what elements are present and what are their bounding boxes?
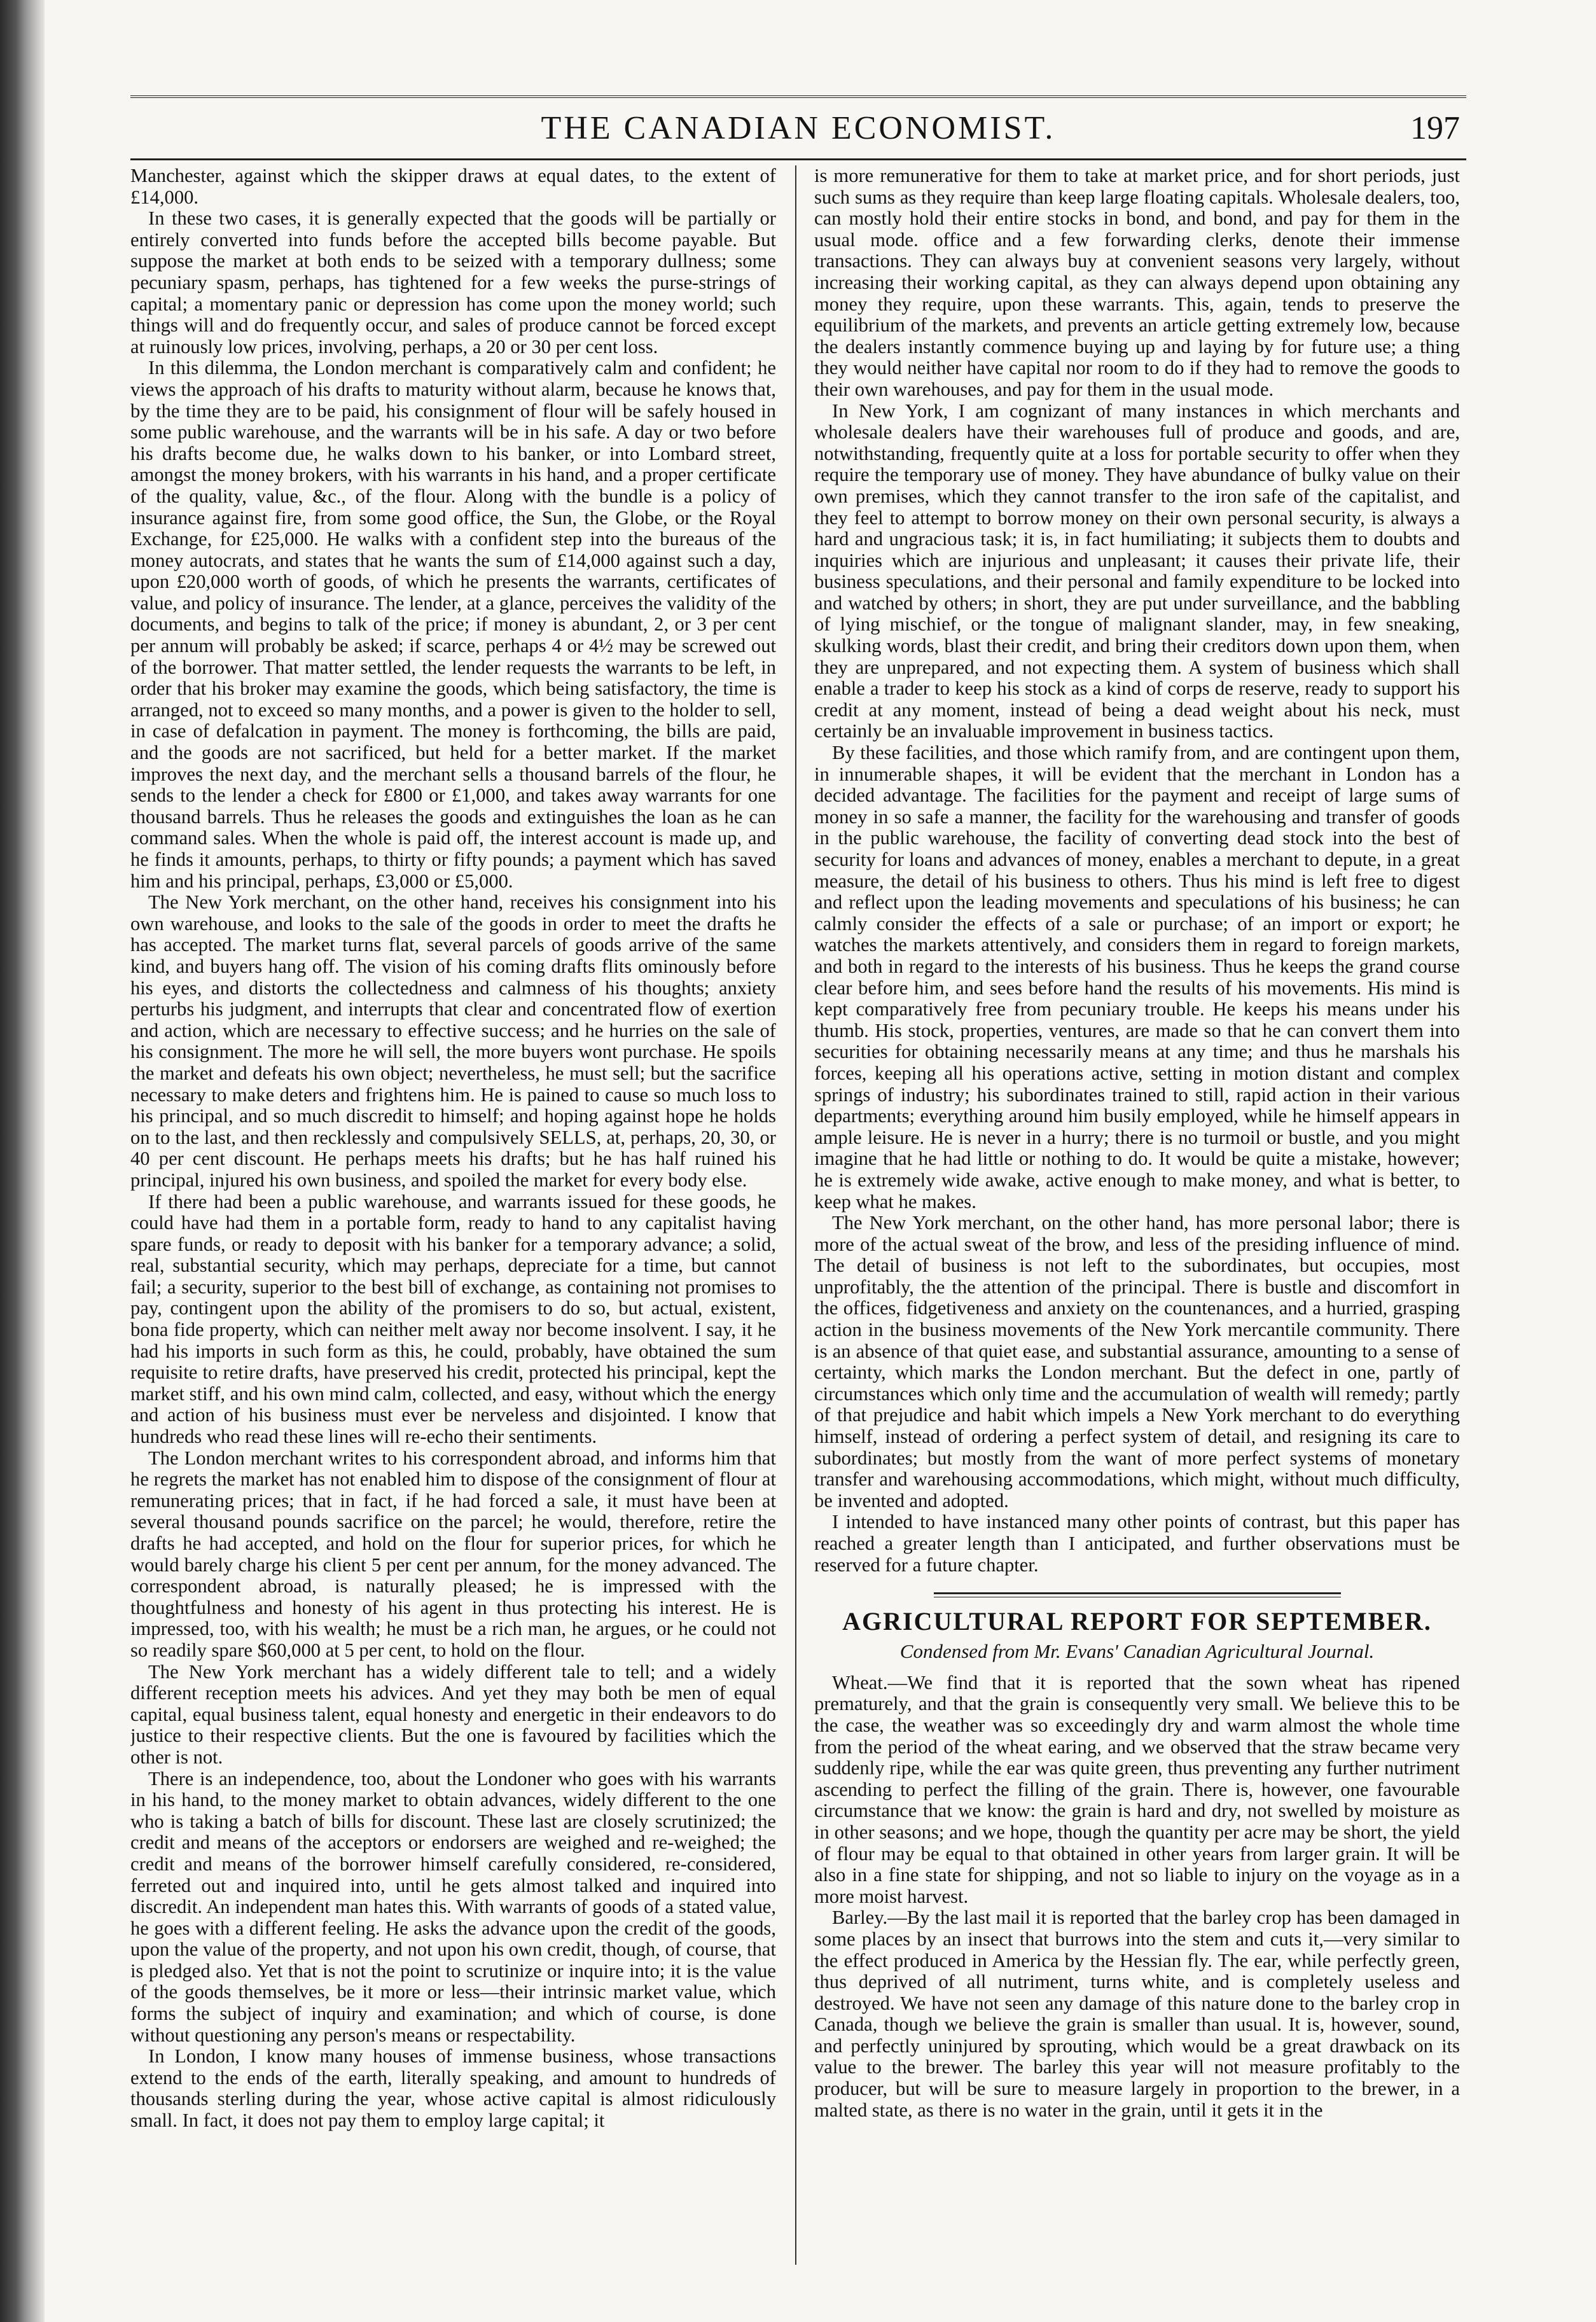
- paragraph: If there had been a public warehouse, and warrants issued for these goods, he could have had them in a portable form, ready to hand to any capitalist having spare funds, or ready to deposit with his banker for a temporary advance; a solid, real, substantial security, which may perhaps, depreciate for a time, but cannot fail; a security, superior to the best bill of exchange, as containing not promises to pay, contingent upon the ability of the promisers to do so, but actual, existent, bona fide property, which can neither melt away nor become insolvent. I say, it he had his imports in such form as this, he could, probably, have obtained the sum requisite to retire drafts, have preserved his credit, protected his principal, kept the market stiff, and his own mind calm, collected, and easy, without which the energy and action of his business must ever be nerveless and disjointed. I know that hundreds who read these lines will re-echo their sentiments.: [130, 1190, 776, 1448]
- paragraph: In these two cases, it is generally expected that the goods will be partially or entirely converted into funds before the accepted bills become payable. But suppose the market at both ends to be seized with a temporary dullness; some pecuniary spasm, perhaps, has tightened for a few weeks the purse-strings of capital; a momentary panic or depression has come upon the money world; such things will and do frequently occur, and sales of produce cannot be forced except at ruinously low prices, involving, perhaps, a 20 or 30 per cent loss.: [130, 207, 776, 358]
- left-column: [130, 165, 776, 2265]
- text-columns: [130, 165, 1466, 2265]
- paragraph: is more remunerative for them to take at market price, and for short periods, just such sums as they require than keep large floating capitals. Wholesale dealers, too, can mostly hold their entire stocks in bond, and bond, and pay for them in the usual mode. office and a few forwarding clerks, denote their immense transactions. They can always buy at convenient seasons very largely, without increasing their working capital, as they can always depend upon obtaining any money they require, upon these warrants. This, again, tends to preserve the equilibrium of the markets, and prevents an article getting extremely low, because the dealers instantly commence buying up and laying by for future use; a thing they would neither have capital nor room to do if they had to remove the goods to their own warehouses, and pay for them in the usual mode.: [814, 165, 1460, 400]
- column-divider: [795, 165, 796, 2265]
- paragraph: Manchester, against which the skipper draws at equal dates, to the extent of £14,000.: [130, 165, 776, 208]
- paragraph: In this dilemma, the London merchant is comparatively calm and confident; he views the approach of his drafts to maturity without alarm, because he knows that, by the time they are to be paid, his consignment of flour will be safely housed in some public warehouse, and the warrants will be in his safe. A day or two before his drafts become due, he walks down to his banker, or into Lombard street, amongst the money brokers, with his warrants in his hand, and a proper certificate of the quality, value, &c., of the flour. Along with the bundle is a policy of insurance against fire, from some good office, the Sun, the Globe, or the Royal Exchange, for £25,000. He walks with a confident step into the bureaus of the money autocrats, and states that he wants the sum of £14,000 against such a day, upon £20,000 worth of goods, of which he presents the warrants, certificates of value, and policy of insurance. The lender, at a glance, perceives the validity of the documents, and begins to talk of the price; if money is abundant, 2, or 3 per cent per annum will probably be asked; if scarce, perhaps 4 or 4½ may be screwed out of the borrower. That matter settled, the lender requests the warrants to be left, in order that his broker may examine the goods, which being satisfactory, the time is arranged, not to exceed so many months, and a power is given to the holder to sell, in case of defalcation in payment. The money is forthcoming, the bills are paid, and the goods are not sacrificed, but held for a better market. If the market improves the next day, and the merchant sells a thousand barrels of the flour, he sends to the lender a check for £800 or £1,000, and takes away warrants for one thousand barrels. Thus he releases the goods and extinguishes the loan as he can command sales. When the whole is paid off, the interest account is made up, and he finds it amounts, perhaps, to thirty or fifty pounds; a payment which has saved him and his principal, perhaps, £3,000 or £5,000.: [130, 357, 776, 892]
- paragraph: In New York, I am cognizant of many instances in which merchants and wholesale dealers have their warehouses full of produce and goods, and are, notwithstanding, frequently quite at a loss for portable security to offer when they require the temporary use of money. They have abundance of bulky value on their own premises, which they cannot transfer to the iron safe of the capitalist, and they feel to attempt to borrow money on their own personal security, is always a hard and ungracious task; it is, in fact humiliating; it subjects them to doubts and inquiries which are injurious and unpleasant; it causes their private life, their business speculations, and their personal and family expenditure to be locked into and watched by others; in short, they are put under surveillance, and the babbling of lying mischief, or the tongue of malignant slander, may, in few sneaking, skulking words, blast their credit, and bring their creditors down upon them, when they are unprepared, and not expecting them. A system of business which shall enable a trader to keep his stock as a kind of corps de reserve, ready to support his credit at any moment, instead of being a dead weight about his neck, must certainly be an invaluable improvement in business tactics.: [814, 400, 1460, 742]
- book-binding-edge: [0, 0, 45, 2322]
- paragraph: I intended to have instanced many other points of contrast, but this paper has reached a greater length than I anticipated, and further observations must be reserved for a future chapter.: [814, 1511, 1460, 1576]
- paragraph: Barley.—By the last mail it is reported that the barley crop has been damaged in some places by an insect that burrows into the stem and cuts it,—very similar to the effect produced in America by the Hessian fly. The ear, while perfectly green, thus deprived of all nutriment, turns white, and is completely useless and destroyed. We have not seen any damage of this nature done to the barley crop in Canada, though we believe the grain is smaller than usual. It is, however, sound, and perfectly uninjured by sprouting, which would be a great drawback on its value to the brewer. The barley this year will not measure profitably to the producer, but will be sure to measure largely in proportion to the brewer, in a malted state, as there is no water in the grain, until it gets it in the: [814, 1907, 1460, 2121]
- paragraph: Wheat.—We find that it is reported that the sown wheat has ripened prematurely, and that the grain is consequently very small. We believe this to be the case, the weather was so exceedingly dry and warm almost the whole time from the period of the wheat earing, and we observed that the straw became very suddenly ripe, while the ear was quite green, thus preventing any further nutriment ascending to perfect the filling of the grain. There is, however, one favourable circumstance that we know: the grain is hard and dry, not swelled by moisture as in other seasons; and we hope, though the quantity per acre may be short, the yield of flour may be equal to that obtained in other years from larger grain. It will be also in a fine state for shipping, and not so liable to injury on the voyage as in a more moist harvest.: [814, 1671, 1460, 1907]
- paragraph: The London merchant writes to his correspondent abroad, and informs him that he regrets the market has not enabled him to dispose of the consignment of flour at remunerating prices; that in fact, if he had forced a sale, it must have been at several thousand pounds sacrifice on the parcel; he would, therefore, retire the drafts he had accepted, and hold on the flour for superior prices, for which he would barely charge his client 5 per cent per annum, for the money advanced. The correspondent abroad, is naturally pleased; he is impressed with the thoughtfulness and honesty of his agent in thus protecting his interest. He is impressed, too, with his wealth; he must be a rich man, he argues, or he could not so readily spare $60,000 at 5 per cent, to hold on the flour.: [130, 1447, 776, 1661]
- page-number: 197: [1410, 110, 1460, 146]
- section-title: AGRICULTURAL REPORT FOR SEPTEMBER.: [842, 1607, 1432, 1636]
- paragraph: There is an independence, too, about the Londoner who goes with his warrants in his hand, to the money market to obtain advances, widely different to the one who is taking a batch of bills for discount. These last are closely scrutinized; the credit and means of the acceptors or endorsers are weighed and re-weighed; the credit and means of the borrower himself carefully considered, re-considered, ferreted out and inquired into, until he gets almost talked and inquired into discredit. An independent man hates this. With warrants of goods of a stated value, he goes with a different feeling. He asks the advance upon the credit of the goods, upon the value of the property, and not upon his own credit, though, of course, that is pledged also. Yet that is not the point to scrutinize or inquire into; it is the value of the goods themselves, be it more or less—their intrinsic market value, which forms the subject of inquiry and examination; and which of course, is done without questioning any person's means or respectability.: [130, 1767, 776, 2046]
- paragraph: The New York merchant, on the other hand, receives his consignment into his own warehouse, and looks to the sale of the goods in order to meet the drafts he has accepted. The market turns flat, several parcels of goods arrive of the same kind, and buyers hang off. The vision of his coming drafts flits ominously before his eyes, and distorts the collectedness and calmness of his thoughts; anxiety perturbs his judgment, and interrupts that clear and concentrated flow of exertion and action, which are necessary to effective success; and he hurries on the sale of his consignment. The more he will sell, the more buyers wont purchase. He spoils the market and defeats his own object; nevertheless, he must sell; but the sacrifice necessary to make deters and frightens him. He is pained to cause so much loss to his principal, and so much discredit to himself; and hoping against hope he holds on to the last, and then recklessly and compulsively SELLS, at, perhaps, 20, 30, or 40 per cent discount. He perhaps meets his drafts; but he has half ruined his principal, injured his own business, and spoiled the market for every body else.: [130, 891, 776, 1191]
- paragraph: The New York merchant has a widely different tale to tell; and a widely different reception meets his advices. And yet they may both be men of equal capital, equal business talent, equal honesty and energetic in their endeavors to do justice to their respective clients. But the one is favoured by facilities which the other is not.: [130, 1660, 776, 1768]
- running-header: [130, 95, 1466, 160]
- section-subtitle: Condensed from Mr. Evans' Canadian Agricultural Journal.: [899, 1640, 1375, 1663]
- section-divider: [934, 1592, 1341, 1597]
- paragraph: In London, I know many houses of immense business, whose transactions extend to the ends of the earth, literally speaking, and amount to hundreds of thousands sterling during the year, whose active capital is almost ridiculously small. In fact, it does not pay them to employ large capital; it: [130, 2045, 776, 2132]
- paragraph: The New York merchant, on the other hand, has more personal labor; there is more of the actual sweat of the brow, and less of the presiding influence of mind. The detail of business is not left to the subordinates, but occupies, most unprofitably, the the attention of the principal. There is bustle and discomfort in the offices, fidgetiveness and anxiety on the countenances, and a hurried, grasping action in the business movements of the New York mercantile community. There is an absence of that quiet ease, and substantial assurance, amounting to a sense of certainty, which marks the London merchant. But the defect in one, partly of circumstances which only time and the accumulation of wealth will remedy; partly of that prejudice and habit which impels a New York merchant to do everything himself, instead of ordering a perfect system of detail, and resigning its care to subordinates; but mostly from the want of more perfect systems of monetary transfer and warehousing accommodations, which might, without much difficulty, be invented and adopted.: [814, 1212, 1460, 1512]
- journal-title: THE CANADIAN ECONOMIST.: [541, 110, 1056, 146]
- page: [130, 95, 1466, 2271]
- paragraph: By these facilities, and those which ramify from, and are contingent upon them, in innumerable shapes, it will be evident that the merchant in London has a decided advantage. The facilities for the payment and receipt of large sums of money in so safe a manner, the facility for the warehousing and transfer of goods in the public warehouse, the facility of converting dead stock into the best of security for loans and advances of money, enables a merchant to depute, in a great measure, the detail of his business to others. Thus his mind is left free to digest and reflect upon the leading movements and speculations of his business; he can calmly consider the effects of a sale or purchase; of an import or export; he watches the markets attentively, and considers them in regard to foreign markets, and both in regard to the interests of his business. Thus he keeps the grand course clear before him, and sees before hand the results of his movements. His mind is kept comparatively free from pecuniary trouble. He keeps his means under his thumb. His stock, properties, ventures, are made so that he can convert them into securities for obtaining necessarily means at any time; and thus he marshals his forces, keeping all his operations active, setting in motion distant and complex springs of industry; his subordinates trained to still, rapid action in their various departments; everything around him busily employed, while he himself appears in ample leisure. He is never in a hurry; there is no turmoil or bustle, and you might imagine that he had little or nothing to do. It would be quite a mistake, however; he is extremely wide awake, active enough to make money, and what is better, to keep what he makes.: [814, 742, 1460, 1213]
- right-column: [814, 165, 1460, 2265]
